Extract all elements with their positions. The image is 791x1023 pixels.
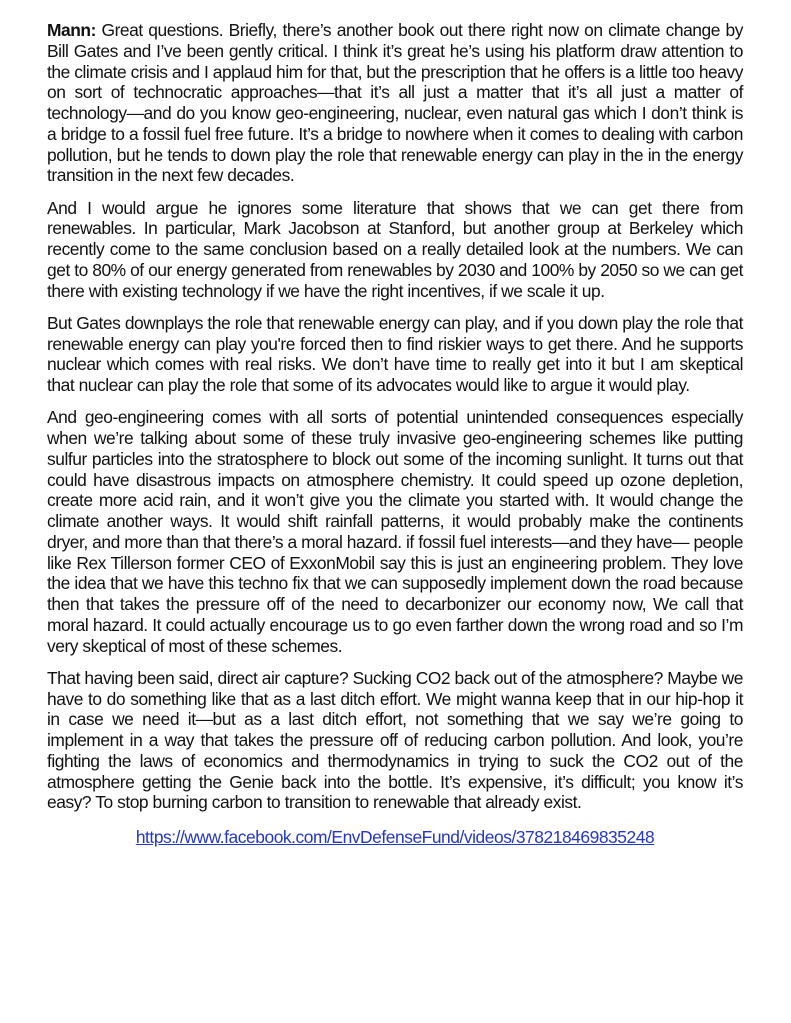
source-link-container: [47, 827, 743, 848]
paragraph-5: That having been said, direct air capture? Sucking CO2 back out of the atmosphere? Maybe we have to do something like that as a last ditch effort. We might wanna keep that in our hip-hop it in case we need it—but as a last ditch effort, not something that we say we’re going to implement in a way that takes the pressure off of reducing carbon pollution. And look, you’re fighting the laws of economics and thermodynamics in trying to suck the CO2 out of the atmosphere getting the Genie back into the bottle. It’s expensive, it’s difficult; you know it’s easy? To stop burning carbon to transition to renewable that already exist.: [47, 667, 743, 813]
paragraph-3: But Gates downplays the role that renewable energy can play, and if you down play the role that renewable energy can play you're forced then to find riskier ways to get there. And he supports nuclear which comes with real risks. We don’t have time to really get into it but I am skeptical that nuclear can play the role that some of its advocates would like to argue it would play.: [47, 312, 743, 395]
speaker-label: Mann:: [47, 20, 96, 40]
paragraph-1-text: Great questions. Briefly, there’s another book out there right now on climate change by Bill Gates and I’ve been gently critical. I think it’s great he’s using his platform draw attention to the climate crisis and I applaud him for that, but the prescription that he offers is a little too heavy on sort of technocratic approaches—that it’s all just a matter that it’s all just a matter of technology—and do you know geo-engineering, nuclear, even natural gas which I don’t think is a bridge to a fossil fuel free future. It’s a bridge to nowhere when it comes to dealing with carbon pollution, but he tends to down play the role that renewable energy can play in the in the energy transition in the next few decades.: [47, 20, 743, 186]
paragraph-1: [47, 20, 743, 186]
source-link[interactable]: https://www.facebook.com/EnvDefenseFund/videos/378218469835248: [135, 827, 655, 847]
document-page: [47, 20, 743, 848]
paragraph-4: And geo-engineering comes with all sorts of potential unintended consequences especially when we’re talking about some of these truly invasive geo-engineering schemes like putting sulfur particles into the stratosphere to block out some of the incoming sunlight. It turns out that could have disastrous impacts on atmosphere chemistry. It could speed up ozone depletion, create more acid rain, and it won’t give you the climate you started with. It would change the climate another ways. It would shift rainfall patterns, it would probably make the continents dryer, and more than that there’s a moral hazard. if fossil fuel interests—and they have— people like Rex Tillerson former CEO of ExxonMobil say this is just an engineering problem. They love the idea that we have this techno fix that we can supposedly implement down the road because then that takes the pressure off of the need to decarbonizer our economy now, We call that moral hazard. It could actually encourage us to go even farther down the wrong road and so I’m very skeptical of most of these schemes.: [47, 407, 743, 656]
paragraph-2: And I would argue he ignores some literature that shows that we can get there from renewables. In particular, Mark Jacobson at Stanford, but another group at Berkeley which recently come to the same conclusion based on a really detailed look at the numbers. We can get to 80% of our energy generated from renewables by 2030 and 100% by 2050 so we can get there with existing technology if we have the right incentives, if we scale it up.: [47, 197, 743, 301]
